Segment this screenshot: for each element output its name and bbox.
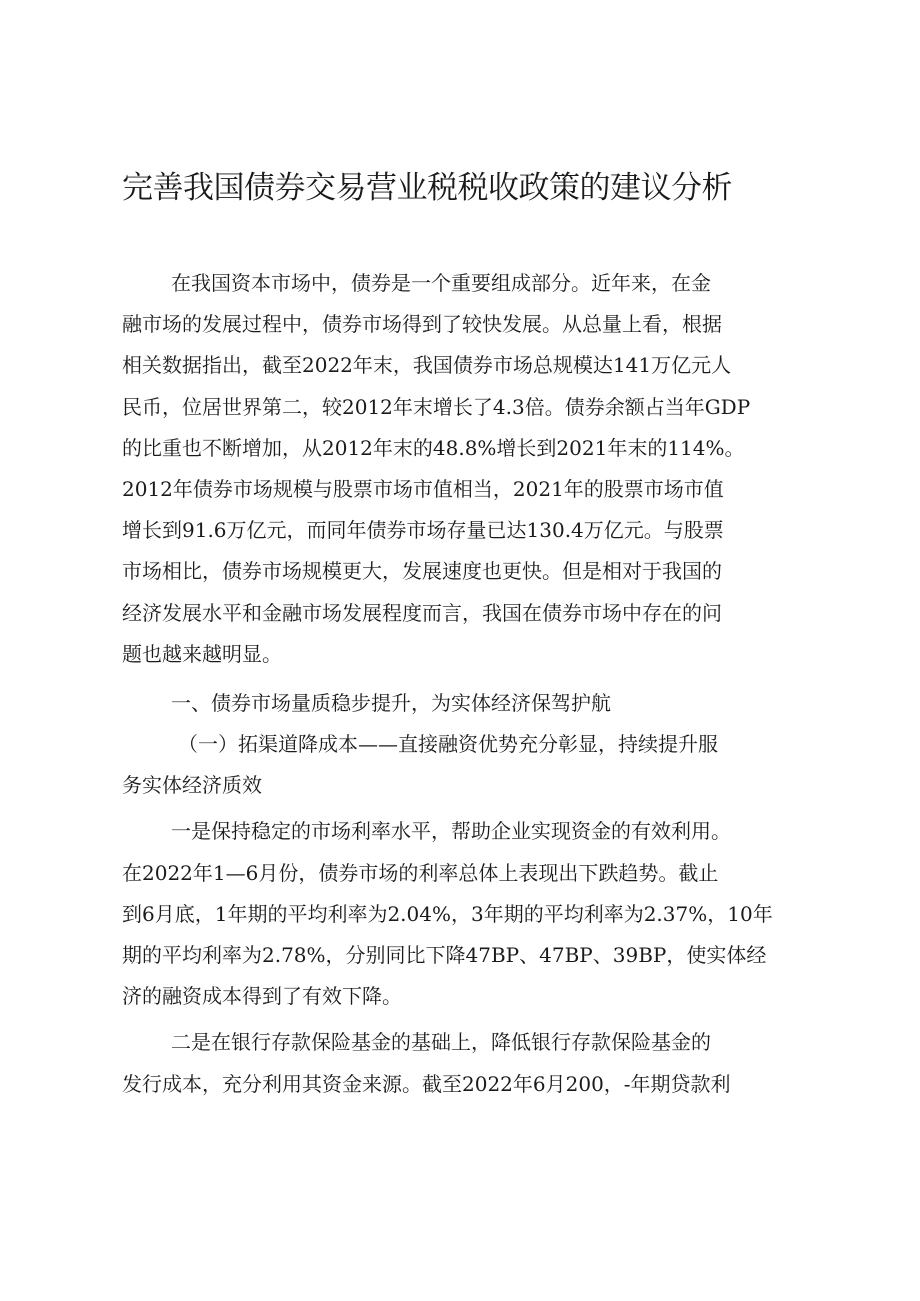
paragraph-two [122, 1022, 812, 1104]
text-line: （一）拓渠道降成本——直接融资优势充分彰显，持续提升服 [178, 732, 718, 757]
section-heading: 一、债券市场量质稳步提升，为实体经济保驾护航 [171, 690, 611, 715]
text-line: 在2022年1—6月份，债券市场的利率总体上表现出下跌趋势。截止 [122, 860, 719, 885]
paragraph-one [122, 811, 812, 1017]
text-line: 增长到91.6万亿元，而同年债券市场存量已达130.4万亿元。与股票 [122, 518, 724, 543]
text-line: 相关数据指出，截至2022年末，我国债券市场总规模达141万亿元人 [122, 353, 732, 378]
text-line: 济的融资成本得到了有效下降。 [122, 984, 402, 1009]
document-body [122, 263, 812, 1105]
text-line: 一是保持稳定的市场利率水平，帮助企业实现资金的有效利用。 [171, 819, 731, 844]
text-line: 二是在银行存款保险基金的基础上，降低银行存款保险基金的 [171, 1030, 711, 1055]
text-line: 发行成本，充分利用其资金来源。截至2022年6月200，-年期贷款利 [122, 1071, 731, 1096]
text-line: 融市场的发展过程中，债券市场得到了较快发展。从总量上看，根据 [122, 312, 722, 337]
text-line: 2012年债券市场规模与股票市场市值相当，2021年的股票市场市值 [122, 476, 724, 501]
text-line: 题也越来越明显。 [122, 641, 282, 666]
document-title: 完善我国债券交易营业税税收政策的建议分析 [122, 170, 732, 206]
text-line: 期的平均利率为2.78%，分别同比下降47BP、47BP、39BP，使实体经 [122, 943, 767, 967]
intro-paragraph [122, 263, 812, 675]
text-line: 到6月底，1年期的平均利率为2.04%，3年期的平均利率为2.37%，10年 [122, 901, 773, 926]
text-line: 在我国资本市场中，债券是一个重要组成部分。近年来，在金 [171, 271, 711, 295]
text-line: 的比重也不断增加，从2012年末的48.8%增长到2021年末的114%。 [122, 435, 745, 460]
text-line: 经济发展水平和金融市场发展程度而言，我国在债券市场中存在的问 [122, 600, 722, 625]
subsection-heading [122, 724, 812, 806]
text-line: 务实体经济质效 [122, 773, 262, 798]
text-line: 民币，位居世界第二，较2012年末增长了4.3倍。债券余额占当年GDP [122, 394, 751, 419]
text-line: 市场相比，债券市场规模更大，发展速度也更快。但是相对于我国的 [122, 559, 722, 584]
